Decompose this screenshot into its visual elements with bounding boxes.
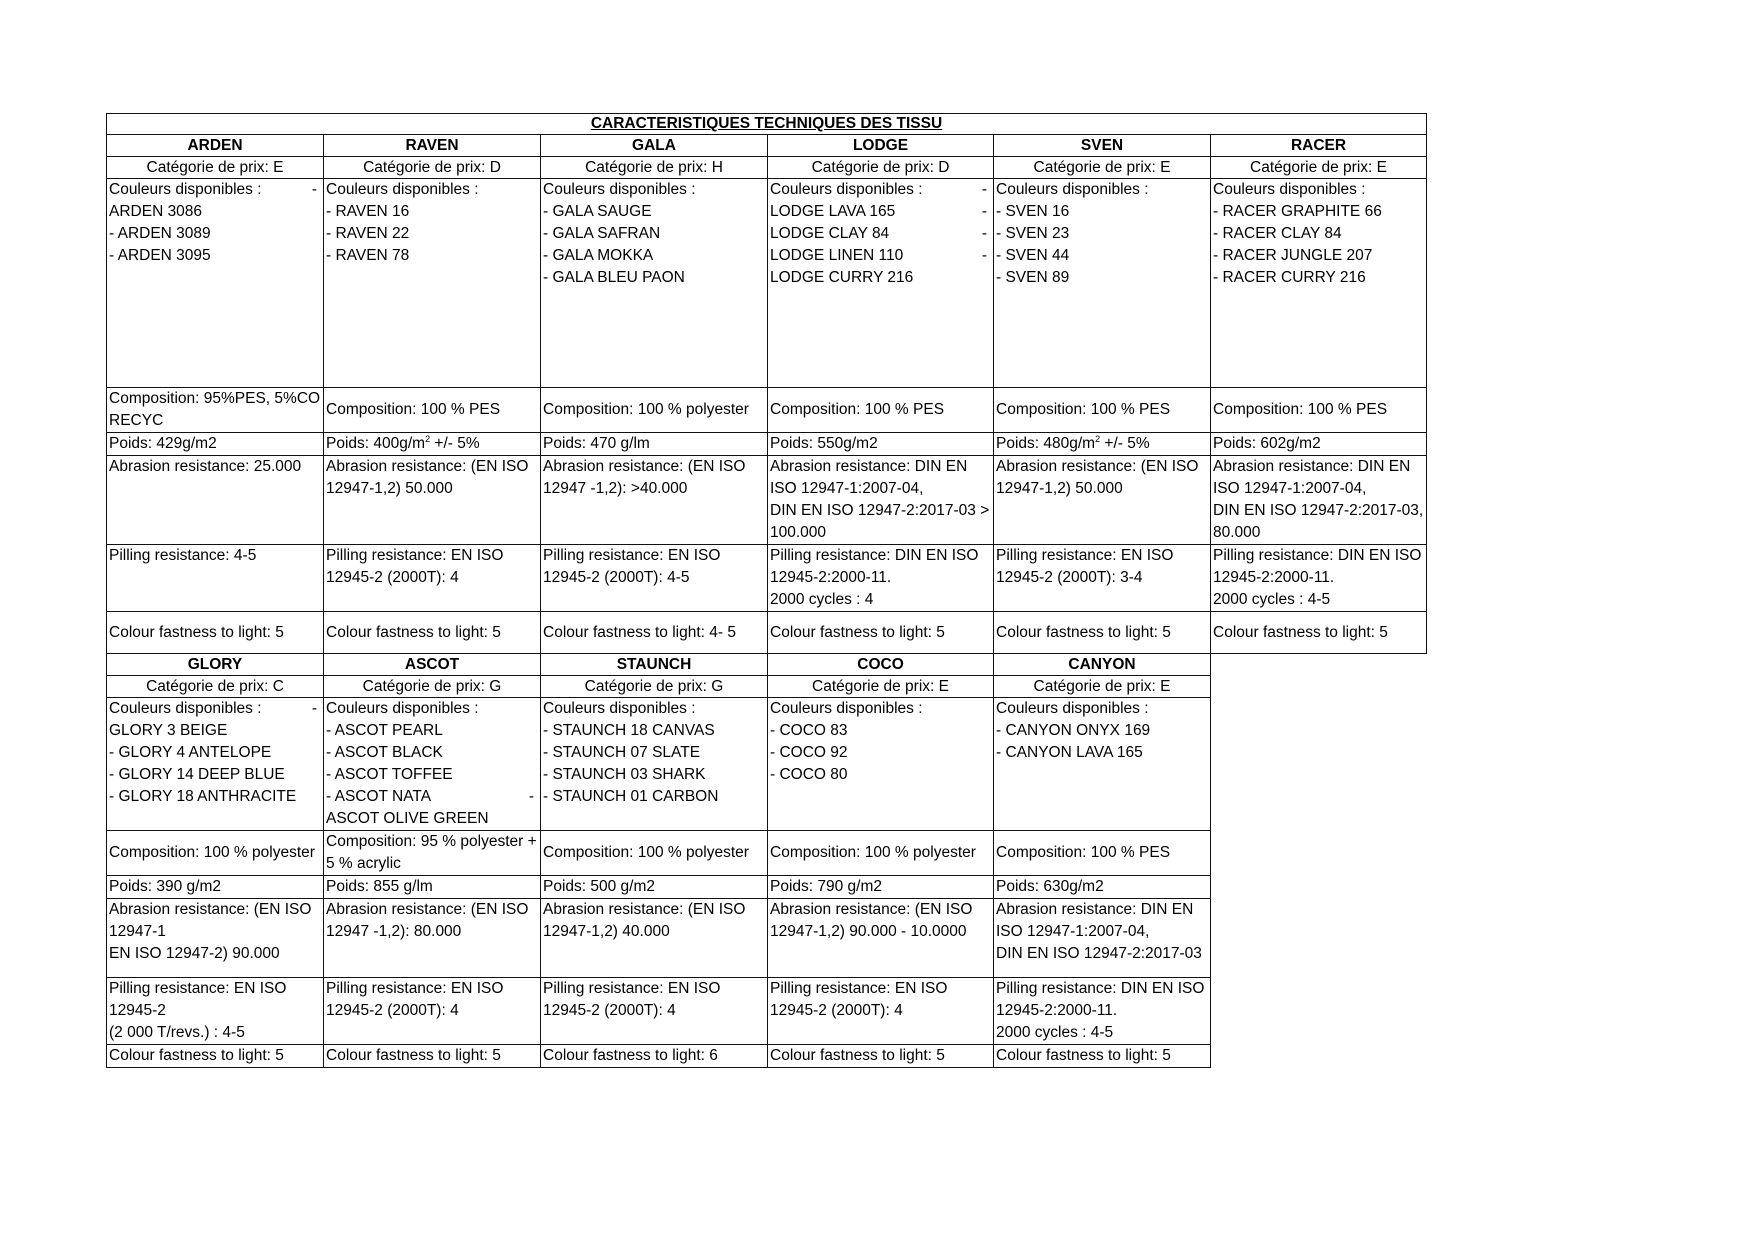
price-category-cell: Catégorie de prix: G xyxy=(324,676,541,698)
colour-line xyxy=(326,764,538,786)
colour-line xyxy=(109,698,321,720)
colour-name: - COCO 80 xyxy=(770,766,848,783)
composition-cell: Composition: 100 % polyester xyxy=(541,831,768,876)
colour-name: - SVEN 44 xyxy=(996,247,1070,264)
row-weight xyxy=(107,433,1427,456)
colour-name: LODGE CURRY 216 xyxy=(770,269,914,286)
colour-name: - GLORY 14 DEEP BLUE xyxy=(109,766,285,783)
row-colour-fastness xyxy=(107,1045,1427,1068)
colour-fastness-cell: Colour fastness to light: 4- 5 xyxy=(541,612,768,654)
available-colours-cell xyxy=(1211,179,1427,388)
colour-name: - RACER CURRY 216 xyxy=(1213,269,1366,286)
composition-cell: Composition: 95 % polyester + 5 % acrylic xyxy=(324,831,541,876)
pilling-resistance-cell xyxy=(994,545,1211,612)
weight-value: Poids: 429g/m2 xyxy=(109,435,217,452)
list-dash: - xyxy=(981,181,987,198)
abrasion-resistance-text: Abrasion resistance: (EN ISO 12947-1,2) 50.000 xyxy=(996,458,1199,497)
abrasion-resistance-text-2: DIN EN ISO 12947-2:2017-03, 80.000 xyxy=(1213,502,1424,541)
abrasion-resistance-cell xyxy=(107,456,324,545)
abrasion-resistance-cell xyxy=(994,899,1211,978)
colour-line xyxy=(1213,245,1424,267)
colour-line xyxy=(326,786,538,808)
colour-line xyxy=(996,179,1208,201)
fabric-name-cell: GLORY xyxy=(107,654,324,676)
colour-name: - SVEN 16 xyxy=(996,203,1070,220)
row-composition xyxy=(107,388,1427,433)
price-category-cell: Catégorie de prix: D xyxy=(768,157,994,179)
pilling-resistance-cell xyxy=(324,978,541,1045)
row-abrasion-resistance xyxy=(107,899,1427,978)
colour-name: LODGE LINEN 110 xyxy=(770,247,904,264)
colour-name: - RACER CLAY 84 xyxy=(1213,225,1342,242)
row-pilling-resistance xyxy=(107,545,1427,612)
colour-fastness-cell: Colour fastness to light: 5 xyxy=(768,612,994,654)
weight-cell xyxy=(107,433,324,456)
colour-line xyxy=(996,223,1208,245)
colour-line xyxy=(109,786,321,808)
composition-cell: Composition: 100 % PES xyxy=(994,831,1211,876)
abrasion-resistance-text: Abrasion resistance: (EN ISO 12947 -1,2): >40.000 xyxy=(543,458,746,497)
composition-cell: Composition: 100 % PES xyxy=(768,388,994,433)
colour-line xyxy=(770,698,991,720)
abrasion-resistance-cell xyxy=(1211,456,1427,545)
abrasion-resistance-text: Abrasion resistance: DIN EN ISO 12947-1:2007-04, xyxy=(770,458,968,497)
pilling-resistance-cell xyxy=(768,545,994,612)
pilling-resistance-text: Pilling resistance: EN ISO 12945-2 (2000T): 4 xyxy=(326,980,504,1019)
colour-name: - SVEN 89 xyxy=(996,269,1070,286)
fabric-name-cell: GALA xyxy=(541,135,768,157)
colour-line xyxy=(543,201,765,223)
abrasion-resistance-cell xyxy=(768,899,994,978)
weight-value: Poids: 480g/m xyxy=(996,435,1096,452)
available-colours-cell xyxy=(768,179,994,388)
colour-name: - GALA BLEU PAON xyxy=(543,269,685,286)
colour-name: - GALA SAUGE xyxy=(543,203,652,220)
colour-line xyxy=(543,742,765,764)
pilling-resistance-cell xyxy=(107,978,324,1045)
colour-name: GLORY 3 BEIGE xyxy=(109,722,228,739)
colour-fastness-cell: Colour fastness to light: 5 xyxy=(107,1045,324,1068)
abrasion-resistance-cell xyxy=(768,456,994,545)
weight-cell xyxy=(541,433,768,456)
colour-name: Couleurs disponibles : xyxy=(1213,181,1366,198)
price-category-cell: Catégorie de prix: D xyxy=(324,157,541,179)
colour-name: ASCOT OLIVE GREEN xyxy=(326,810,489,827)
row-abrasion-resistance xyxy=(107,456,1427,545)
weight-value: Poids: 390 g/m2 xyxy=(109,878,222,895)
available-colours-cell xyxy=(768,698,994,831)
pilling-resistance-cell xyxy=(324,545,541,612)
weight-cell xyxy=(107,876,324,899)
pilling-resistance-cell xyxy=(107,545,324,612)
colour-line xyxy=(543,720,765,742)
composition-cell: Composition: 100 % polyester xyxy=(768,831,994,876)
composition-cell: Composition: 100 % PES xyxy=(324,388,541,433)
list-dash: - xyxy=(311,700,317,717)
colour-name: - RAVEN 16 xyxy=(326,203,410,220)
colour-name: - STAUNCH 18 CANVAS xyxy=(543,722,715,739)
weight-value: Poids: 500 g/m2 xyxy=(543,878,656,895)
weight-value: Poids: 602g/m2 xyxy=(1213,435,1321,452)
row-available-colours xyxy=(107,179,1427,388)
weight-superscript: 2 xyxy=(425,433,431,444)
abrasion-resistance-text-2: DIN EN ISO 12947-2:2017-03 > 100.000 xyxy=(770,502,990,541)
price-category-cell: Catégorie de prix: E xyxy=(994,676,1211,698)
fabric-specs-table xyxy=(106,113,1427,1068)
pilling-resistance-text: Pilling resistance: EN ISO 12945-2 (2000T): 4 xyxy=(770,980,948,1019)
composition-cell: Composition: 100 % polyester xyxy=(107,831,324,876)
row-price-category xyxy=(107,676,1427,698)
pilling-resistance-cell xyxy=(541,545,768,612)
row-weight xyxy=(107,876,1427,899)
colour-line xyxy=(996,698,1208,720)
row-fabric-name xyxy=(107,135,1427,157)
fabric-name-cell: RACER xyxy=(1211,135,1427,157)
available-colours-cell xyxy=(541,179,768,388)
empty-cell xyxy=(1211,978,1427,1045)
colour-name: - RACER GRAPHITE 66 xyxy=(1213,203,1382,220)
weight-cell xyxy=(768,876,994,899)
pilling-resistance-text: Pilling resistance: EN ISO 12945-2 (2000T): 4-5 xyxy=(543,547,721,586)
colour-line xyxy=(326,742,538,764)
pilling-resistance-text: Pilling resistance: 4-5 xyxy=(109,547,257,564)
colour-line xyxy=(109,764,321,786)
colour-name: - CANYON LAVA 165 xyxy=(996,744,1143,761)
pilling-resistance-text: Pilling resistance: EN ISO 12945-2 xyxy=(109,980,287,1019)
colour-line xyxy=(770,267,991,289)
colour-name: - SVEN 23 xyxy=(996,225,1070,242)
fabric-name-cell: CANYON xyxy=(994,654,1211,676)
pilling-resistance-text: Pilling resistance: EN ISO 12945-2 (2000T): 4 xyxy=(543,980,721,1019)
price-category-cell: Catégorie de prix: C xyxy=(107,676,324,698)
colour-line xyxy=(109,742,321,764)
colour-fastness-cell: Colour fastness to light: 5 xyxy=(107,612,324,654)
pilling-resistance-text-2: 2000 cycles : 4 xyxy=(770,591,874,608)
price-category-cell: Catégorie de prix: E xyxy=(107,157,324,179)
abrasion-resistance-text: Abrasion resistance: (EN ISO 12947-1,2) 50.000 xyxy=(326,458,529,497)
colour-name: - ASCOT TOFFEE xyxy=(326,766,453,783)
pilling-resistance-text: Pilling resistance: EN ISO 12945-2 (2000T): 3-4 xyxy=(996,547,1174,586)
empty-cell xyxy=(1211,698,1427,831)
pilling-resistance-cell xyxy=(1211,545,1427,612)
colour-line xyxy=(543,764,765,786)
colour-line xyxy=(109,720,321,742)
colour-fastness-cell: Colour fastness to light: 5 xyxy=(1211,612,1427,654)
weight-cell xyxy=(541,876,768,899)
available-colours-cell xyxy=(994,698,1211,831)
weight-cell xyxy=(994,433,1211,456)
colour-name: - RACER JUNGLE 207 xyxy=(1213,247,1373,264)
colour-fastness-cell: Colour fastness to light: 5 xyxy=(994,1045,1211,1068)
colour-line xyxy=(996,201,1208,223)
price-category-cell: Catégorie de prix: E xyxy=(994,157,1211,179)
colour-name: Couleurs disponibles : xyxy=(326,700,479,717)
composition-cell: Composition: 95%PES, 5%CO RECYC xyxy=(107,388,324,433)
colour-fastness-cell: Colour fastness to light: 5 xyxy=(768,1045,994,1068)
colour-line xyxy=(109,201,321,223)
abrasion-resistance-cell xyxy=(324,899,541,978)
colour-line xyxy=(109,245,321,267)
abrasion-resistance-cell xyxy=(541,899,768,978)
abrasion-resistance-text: Abrasion resistance: (EN ISO 12947-1,2) 90.000 - 10.0000 xyxy=(770,901,973,940)
weight-tolerance: +/- 5% xyxy=(430,435,480,452)
colour-name: - ASCOT PEARL xyxy=(326,722,443,739)
composition-cell: Composition: 100 % PES xyxy=(1211,388,1427,433)
pilling-resistance-text-2: 2000 cycles : 4-5 xyxy=(996,1024,1114,1041)
colour-line xyxy=(996,245,1208,267)
colour-name: Couleurs disponibles : xyxy=(770,700,923,717)
empty-cell xyxy=(1211,831,1427,876)
colour-line xyxy=(326,720,538,742)
colour-line xyxy=(326,223,538,245)
colour-name: - ASCOT BLACK xyxy=(326,744,443,761)
colour-line xyxy=(770,245,991,267)
colour-line xyxy=(543,267,765,289)
colour-line xyxy=(109,179,321,201)
colour-line xyxy=(109,223,321,245)
colour-name: - COCO 83 xyxy=(770,722,848,739)
colour-name: Couleurs disponibles : xyxy=(770,181,923,198)
available-colours-cell xyxy=(541,698,768,831)
colour-line xyxy=(770,201,991,223)
colour-line xyxy=(770,720,991,742)
abrasion-resistance-text-2: EN ISO 12947-2) 90.000 xyxy=(109,945,280,962)
colour-line xyxy=(326,245,538,267)
colour-line xyxy=(770,764,991,786)
abrasion-resistance-text: Abrasion resistance: DIN EN ISO 12947-1:2007-04, xyxy=(996,901,1194,940)
colour-line xyxy=(1213,267,1424,289)
empty-cell xyxy=(1211,899,1427,978)
empty-cell xyxy=(1211,1045,1427,1068)
colour-line xyxy=(326,808,538,830)
weight-tolerance: +/- 5% xyxy=(1100,435,1150,452)
colour-name: - RAVEN 22 xyxy=(326,225,410,242)
pilling-resistance-cell xyxy=(994,978,1211,1045)
weight-value: Poids: 400g/m xyxy=(326,435,426,452)
colour-name: - STAUNCH 01 CARBON xyxy=(543,788,719,805)
pilling-resistance-cell xyxy=(768,978,994,1045)
fabric-name-cell: ASCOT xyxy=(324,654,541,676)
weight-cell xyxy=(1211,433,1427,456)
colour-fastness-cell: Colour fastness to light: 5 xyxy=(994,612,1211,654)
colour-line xyxy=(543,245,765,267)
weight-cell xyxy=(324,433,541,456)
available-colours-cell xyxy=(324,179,541,388)
row-fabric-name xyxy=(107,654,1427,676)
weight-value: Poids: 855 g/lm xyxy=(326,878,433,895)
colour-name: - STAUNCH 07 SLATE xyxy=(543,744,701,761)
colour-name: Couleurs disponibles : xyxy=(109,181,262,198)
list-dash: - xyxy=(981,247,987,264)
colour-line xyxy=(543,698,765,720)
colour-line xyxy=(326,698,538,720)
weight-cell xyxy=(768,433,994,456)
row-colour-fastness xyxy=(107,612,1427,654)
abrasion-resistance-text: Abrasion resistance: DIN EN ISO 12947-1:2007-04, xyxy=(1213,458,1411,497)
colour-name: - ARDEN 3095 xyxy=(109,247,211,264)
abrasion-resistance-cell xyxy=(994,456,1211,545)
weight-value: Poids: 630g/m2 xyxy=(996,878,1104,895)
colour-name: - RAVEN 78 xyxy=(326,247,410,264)
abrasion-resistance-text-2: DIN EN ISO 12947-2:2017-03 xyxy=(996,945,1202,962)
colour-line xyxy=(996,720,1208,742)
row-composition xyxy=(107,831,1427,876)
fabric-name-cell: STAUNCH xyxy=(541,654,768,676)
colour-name: Couleurs disponibles : xyxy=(996,700,1149,717)
pilling-resistance-text: Pilling resistance: DIN EN ISO 12945-2:2000-11. xyxy=(996,980,1205,1019)
colour-name: - GLORY 4 ANTELOPE xyxy=(109,744,272,761)
price-category-cell: Catégorie de prix: E xyxy=(768,676,994,698)
fabric-name-cell: SVEN xyxy=(994,135,1211,157)
fabric-name-cell: ARDEN xyxy=(107,135,324,157)
title-row xyxy=(107,114,1427,135)
colour-line xyxy=(543,786,765,808)
colour-name: - COCO 92 xyxy=(770,744,848,761)
weight-cell xyxy=(324,876,541,899)
row-pilling-resistance xyxy=(107,978,1427,1045)
colour-line xyxy=(1213,179,1424,201)
colour-name: - GALA MOKKA xyxy=(543,247,654,264)
fabric-name-cell: LODGE xyxy=(768,135,994,157)
colour-name: ARDEN 3086 xyxy=(109,203,203,220)
colour-fastness-cell: Colour fastness to light: 5 xyxy=(324,1045,541,1068)
weight-superscript: 2 xyxy=(1095,433,1101,444)
colour-line xyxy=(543,179,765,201)
pilling-resistance-text: Pilling resistance: EN ISO 12945-2 (2000T): 4 xyxy=(326,547,504,586)
row-available-colours xyxy=(107,698,1427,831)
colour-line xyxy=(326,201,538,223)
colour-fastness-cell: Colour fastness to light: 6 xyxy=(541,1045,768,1068)
pilling-resistance-text-2: (2 000 T/revs.) : 4-5 xyxy=(109,1024,245,1041)
weight-value: Poids: 470 g/lm xyxy=(543,435,650,452)
colour-line xyxy=(1213,201,1424,223)
weight-value: Poids: 790 g/m2 xyxy=(770,878,883,895)
available-colours-cell xyxy=(994,179,1211,388)
colour-name: - GALA SAFRAN xyxy=(543,225,661,242)
pilling-resistance-text: Pilling resistance: DIN EN ISO 12945-2:2000-11. xyxy=(770,547,979,586)
colour-name: Couleurs disponibles : xyxy=(326,181,479,198)
weight-cell xyxy=(994,876,1211,899)
price-category-cell: Catégorie de prix: H xyxy=(541,157,768,179)
available-colours-cell xyxy=(324,698,541,831)
abrasion-resistance-cell xyxy=(541,456,768,545)
colour-line xyxy=(770,179,991,201)
pilling-resistance-cell xyxy=(541,978,768,1045)
sheet-title: CARACTERISTIQUES TECHNIQUES DES TISSU xyxy=(107,114,1427,135)
colour-line xyxy=(543,223,765,245)
row-price-category xyxy=(107,157,1427,179)
colour-name: LODGE LAVA 165 xyxy=(770,203,896,220)
abrasion-resistance-cell xyxy=(107,899,324,978)
weight-value: Poids: 550g/m2 xyxy=(770,435,878,452)
list-dash: - xyxy=(981,225,987,242)
empty-cell xyxy=(1211,876,1427,899)
abrasion-resistance-text: Abrasion resistance: 25.000 xyxy=(109,458,302,475)
colour-name: - STAUNCH 03 SHARK xyxy=(543,766,706,783)
empty-cell xyxy=(1211,654,1427,676)
colour-name: - CANYON ONYX 169 xyxy=(996,722,1151,739)
abrasion-resistance-cell xyxy=(324,456,541,545)
colour-name: - ARDEN 3089 xyxy=(109,225,211,242)
colour-line xyxy=(326,179,538,201)
abrasion-resistance-text: Abrasion resistance: (EN ISO 12947-1,2) 40.000 xyxy=(543,901,746,940)
fabric-name-cell: RAVEN xyxy=(324,135,541,157)
fabric-name-cell: COCO xyxy=(768,654,994,676)
colour-name: Couleurs disponibles : xyxy=(996,181,1149,198)
colour-line xyxy=(770,742,991,764)
colour-line xyxy=(996,267,1208,289)
colour-line xyxy=(1213,223,1424,245)
colour-name: Couleurs disponibles : xyxy=(109,700,262,717)
list-dash: - xyxy=(528,788,534,805)
colour-fastness-cell: Colour fastness to light: 5 xyxy=(324,612,541,654)
pilling-resistance-text: Pilling resistance: DIN EN ISO 12945-2:2000-11. xyxy=(1213,547,1422,586)
pilling-resistance-text-2: 2000 cycles : 4-5 xyxy=(1213,591,1331,608)
composition-cell: Composition: 100 % polyester xyxy=(541,388,768,433)
colour-name: LODGE CLAY 84 xyxy=(770,225,890,242)
colour-name: - GLORY 18 ANTHRACITE xyxy=(109,788,297,805)
colour-name: - ASCOT NATA xyxy=(326,788,432,805)
price-category-cell: Catégorie de prix: E xyxy=(1211,157,1427,179)
colour-name: Couleurs disponibles : xyxy=(543,700,696,717)
list-dash: - xyxy=(981,203,987,220)
available-colours-cell xyxy=(107,698,324,831)
abrasion-resistance-text: Abrasion resistance: (EN ISO 12947 -1,2): 80.000 xyxy=(326,901,529,940)
abrasion-resistance-text: Abrasion resistance: (EN ISO 12947-1 xyxy=(109,901,312,940)
colour-name: Couleurs disponibles : xyxy=(543,181,696,198)
colour-line xyxy=(996,742,1208,764)
composition-cell: Composition: 100 % PES xyxy=(994,388,1211,433)
colour-line xyxy=(770,223,991,245)
price-category-cell: Catégorie de prix: G xyxy=(541,676,768,698)
list-dash: - xyxy=(311,181,317,198)
available-colours-cell xyxy=(107,179,324,388)
empty-cell xyxy=(1211,676,1427,698)
